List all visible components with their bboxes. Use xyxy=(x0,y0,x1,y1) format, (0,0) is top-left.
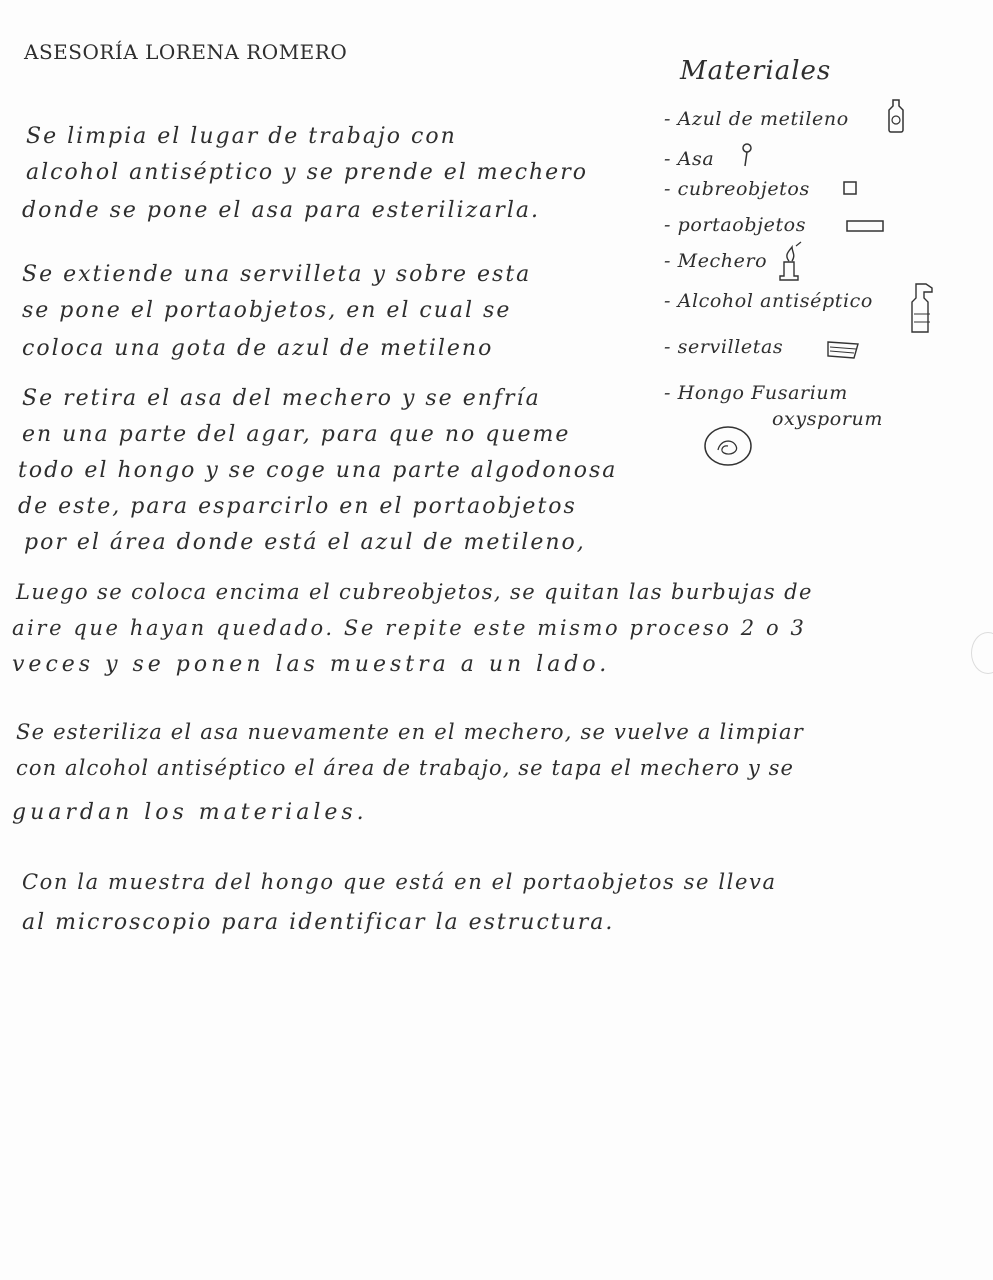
slide-icon xyxy=(845,218,887,234)
text-line: por el área donde está el azul de metileno, xyxy=(24,530,586,555)
text-line: de este, para esparcirlo en el portaobjetos xyxy=(18,494,577,519)
text-line: se pone el portaobjetos, en el cual se xyxy=(22,298,512,323)
scan-edge-mark xyxy=(971,632,993,674)
text-line: aire que hayan quedado. Se repite este mismo proceso 2 o 3 xyxy=(12,616,807,640)
text-line: al microscopio para identificar la estructura. xyxy=(22,910,615,935)
text-line: con alcohol antiséptico el área de trabajo, se tapa el mechero y se xyxy=(16,756,795,780)
materials-title: Materiales xyxy=(680,56,832,86)
text-line: Se limpia el lugar de trabajo con xyxy=(26,124,457,149)
text-line: donde se pone el asa para esterilizarla. xyxy=(22,198,540,223)
text-line: todo el hongo y se coge una parte algodonosa xyxy=(18,458,618,483)
square-icon xyxy=(842,180,858,196)
loop-icon xyxy=(740,142,754,168)
text-line: coloca una gota de azul de metileno xyxy=(22,336,494,361)
material-item: - Mechero xyxy=(664,250,768,272)
material-item: - Alcohol antiséptico xyxy=(664,290,873,312)
text-line: Se retira el asa del mechero y se enfría xyxy=(22,386,541,411)
text-line: veces y se ponen las muestra a un lado. xyxy=(12,652,611,677)
material-item: - cubreobjetos xyxy=(664,178,810,200)
material-item: - portaobjetos xyxy=(664,214,807,236)
bottle-icon xyxy=(884,98,908,134)
text-line: alcohol antiséptico y se prende el mechero xyxy=(26,160,588,185)
text-line: Luego se coloca encima el cubreobjetos, se quitan las burbujas de xyxy=(16,580,813,604)
page-header: ASESORÍA LORENA ROMERO xyxy=(24,40,348,64)
material-item: - servilletas xyxy=(664,336,784,358)
text-line: en una parte del agar, para que no queme xyxy=(22,422,571,447)
text-line: Con la muestra del hongo que está en el portaobjetos se lleva xyxy=(22,870,777,894)
text-line: Se esteriliza el asa nuevamente en el mechero, se vuelve a limpiar xyxy=(16,720,804,744)
napkins-icon xyxy=(826,336,862,362)
material-item: - Asa xyxy=(664,148,715,170)
material-item: - Hongo Fusarium xyxy=(664,382,848,404)
fungus-dish-icon xyxy=(702,424,754,468)
spray-bottle-icon xyxy=(908,280,938,336)
material-item: oxysporum xyxy=(772,408,883,430)
text-line: guardan los materiales. xyxy=(12,800,368,825)
burner-icon xyxy=(772,240,806,284)
material-item: - Azul de metileno xyxy=(664,108,849,130)
text-line: Se extiende una servilleta y sobre esta xyxy=(22,262,532,287)
